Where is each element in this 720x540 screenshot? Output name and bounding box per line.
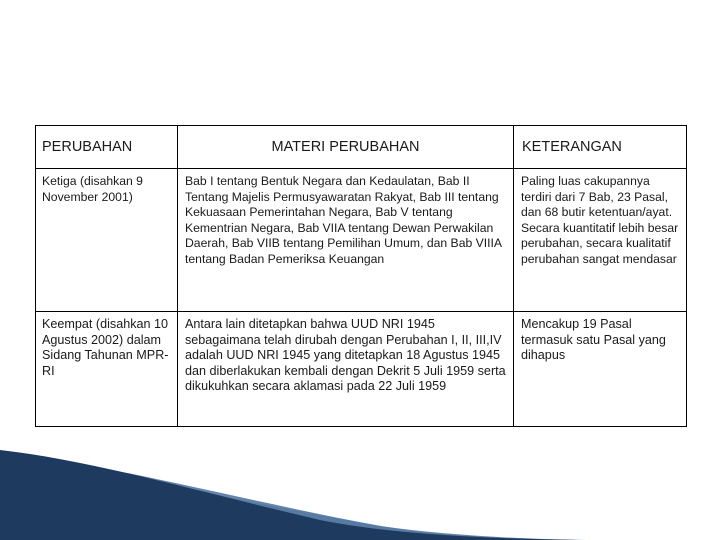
cell-materi: Bab I tentang Bentuk Negara dan Kedaulatan, Bab II Tentang Majelis Permusyawaratan Rakyat, Bab III tentang Kekuasaan Pemerintahan Negara, Bab V tentang Kementrian Negara, Bab VIIA tentang Dewan Perwakilan Daerah, Bab VIIB tentang Pemilihan Umum, dan Bab VIIIA tentang Badan Pemeriksa Keuangan	[178, 169, 514, 312]
cell-materi: Antara lain ditetapkan bahwa UUD NRI 1945 sebagaimana telah dirubah dengan Perubahan I, II, III,IV adalah UUD NRI 1945 yang ditetapkan 18 Agustus 1945 dan diberlakukan kembali dengan Dekrit 5 Juli 1959 serta dikukuhkan secara aklamasi pada 22 Juli 1959	[178, 312, 514, 427]
cell-perubahan: Ketiga (disahkan 9 November 2001)	[36, 169, 178, 312]
decorative-ribbon	[0, 450, 720, 540]
cell-keterangan: Mencakup 19 Pasal termasuk satu Pasal yang dihapus	[514, 312, 687, 427]
table-row	[36, 312, 687, 427]
header-perubahan: PERUBAHAN	[36, 126, 178, 169]
table-row	[36, 169, 687, 312]
table-header-row	[36, 126, 687, 169]
cell-keterangan: Paling luas cakupannya terdiri dari 7 Bab, 23 Pasal, dan 68 butir ketentuan/ayat. Secara kuantitatif lebih besar perubahan, secara kualitatif perubahan sangat mendasar	[514, 169, 687, 312]
header-keterangan: KETERANGAN	[514, 126, 687, 169]
cell-perubahan: Keempat (disahkan 10 Agustus 2002) dalam Sidang Tahunan MPR-RI	[36, 312, 178, 427]
header-materi-perubahan: MATERI PERUBAHAN	[178, 126, 514, 169]
amendment-table	[35, 125, 687, 427]
